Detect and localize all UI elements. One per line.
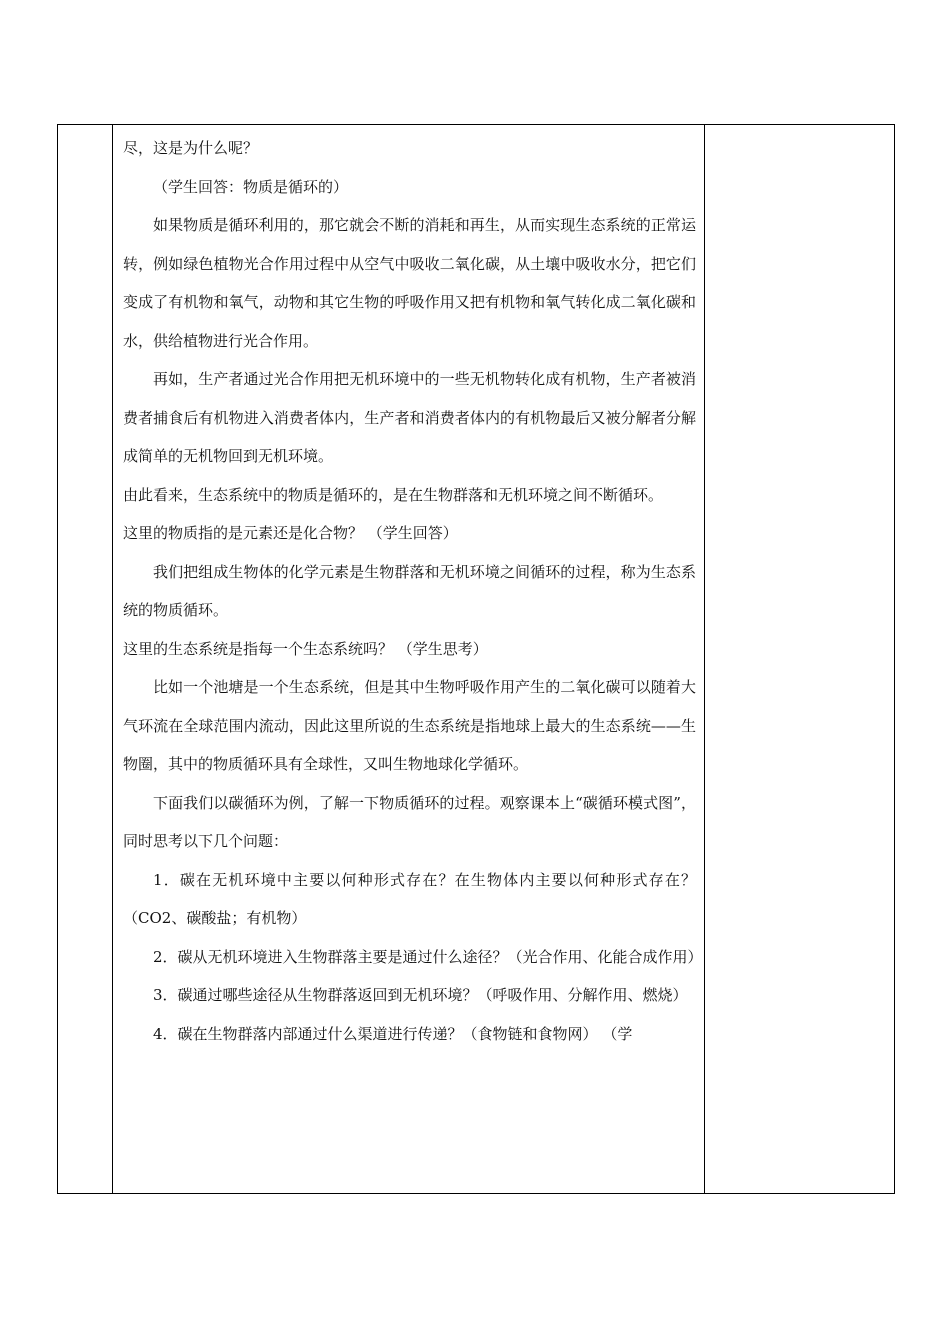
paragraph: 我们把组成生物体的化学元素是生物群落和无机环境之间循环的过程，称为生态系统的物质循环。 [123, 562, 696, 619]
paragraph: 比如一个池塘是一个生态系统，但是其中生物呼吸作用产生的二氧化碳可以随着大气环流在全球范围内流动，因此这里所说的生态系统是指地球上最大的生态系统——生物圈，其中的物质循环具有全球性，又叫生物地球化学循环。 [123, 678, 696, 773]
paragraph: 尽，这是为什么呢？ [123, 139, 259, 157]
paragraph: 再如，生产者通过光合作用把无机环境中的一些无机物转化成有机物，生产者被消费者捕食后有机物进入消费者体内，生产者和消费者体内的有机物最后又被分解者分解成简单的无机物回到无机环境。 [123, 370, 696, 465]
paragraph: 1．碳在无机环境中主要以何种形式存在？在生物体内主要以何种形式存在？（CO2、碳酸盐；有机物） [123, 870, 696, 927]
paragraph: 下面我们以碳循环为例，了解一下物质循环的过程。观察课本上“碳循环模式图”，同时思考以下几个问题： [123, 793, 696, 850]
lesson-content [113, 125, 704, 1053]
paragraph: 这里的物质指的是元素还是化合物？ （学生回答） [123, 524, 458, 542]
paragraph: 这里的生态系统是指每一个生态系统吗？ （学生思考） [123, 639, 488, 658]
right-column-cell [705, 125, 895, 1194]
left-column-cell [58, 125, 113, 1194]
lesson-table [57, 124, 895, 1194]
paragraph: 2．碳从无机环境进入生物群落主要是通过什么途径？（光合作用、化能合成作用） [153, 947, 703, 966]
paragraph: 由此看来，生态系统中的物质是循环的，是在生物群落和无机环境之间不断循环。 [123, 485, 664, 504]
paragraph: 4．碳在生物群落内部通过什么渠道进行传递？（食物链和食物网） （学 [153, 1024, 633, 1043]
paragraph: （学生回答：物质是循环的） [153, 177, 349, 196]
content-cell [113, 125, 705, 1194]
table-row [58, 125, 895, 1194]
paragraph: 如果物质是循环利用的，那它就会不断的消耗和再生，从而实现生态系统的正常运转，例如绿色植物光合作用过程中从空气中吸收二氧化碳，从土壤中吸收水分，把它们变成了有机物和氧气，动物和其它生物的呼吸作用又把有机物和氧气转化成二氧化碳和水，供给植物进行光合作用。 [123, 216, 696, 350]
paragraph: 3．碳通过哪些途径从生物群落返回到无机环境？（呼吸作用、分解作用、燃烧） [153, 986, 688, 1004]
